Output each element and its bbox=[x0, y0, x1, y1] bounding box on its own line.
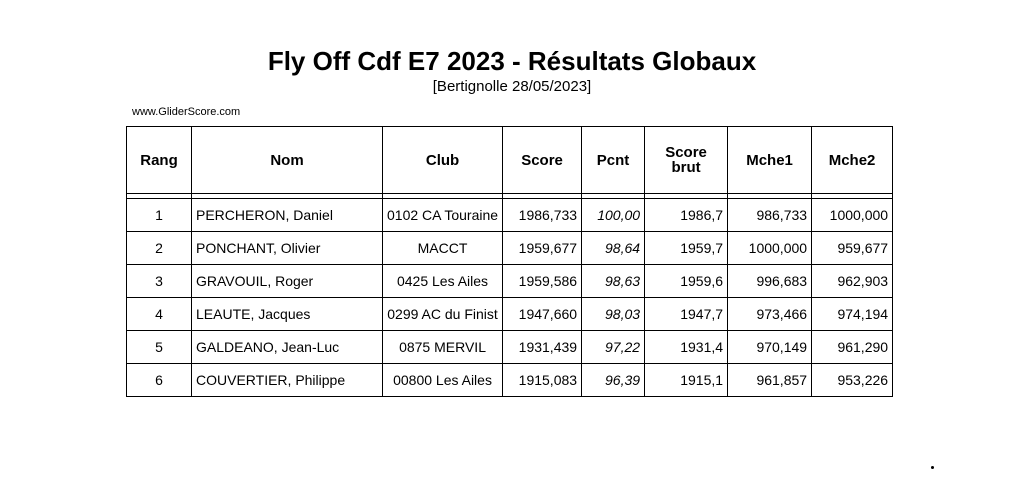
cell-brut: 1947,7 bbox=[645, 298, 728, 331]
cell-score: 1915,083 bbox=[503, 364, 582, 397]
table-row bbox=[127, 232, 893, 265]
cell-m2: 959,677 bbox=[812, 232, 893, 265]
cell-club: MACCT bbox=[383, 232, 503, 265]
cell-brut: 1959,7 bbox=[645, 232, 728, 265]
cell-rang: 1 bbox=[127, 199, 192, 232]
table-header-row bbox=[127, 127, 893, 194]
cell-m1: 996,683 bbox=[728, 265, 812, 298]
column-header-club: Club bbox=[383, 127, 503, 194]
event-subtitle: [Bertignolle 28/05/2023] bbox=[432, 78, 592, 95]
cell-m2: 974,194 bbox=[812, 298, 893, 331]
cell-pcnt: 98,03 bbox=[582, 298, 645, 331]
cell-pcnt: 98,63 bbox=[582, 265, 645, 298]
cell-nom: GRAVOUIL, Roger bbox=[192, 265, 383, 298]
column-header-mche2: Mche2 bbox=[812, 127, 893, 194]
cell-nom: LEAUTE, Jacques bbox=[192, 298, 383, 331]
cell-pcnt: 100,00 bbox=[582, 199, 645, 232]
cell-score: 1986,733 bbox=[503, 199, 582, 232]
cell-nom: PONCHANT, Olivier bbox=[192, 232, 383, 265]
table-row bbox=[127, 265, 893, 298]
cell-rang: 5 bbox=[127, 331, 192, 364]
scan-speck bbox=[931, 466, 934, 469]
cell-pcnt: 96,39 bbox=[582, 364, 645, 397]
column-header-score: Score bbox=[503, 127, 582, 194]
column-header-score-brut: Score brut bbox=[645, 127, 728, 194]
cell-club: 00800 Les Ailes bbox=[383, 364, 503, 397]
cell-m2: 953,226 bbox=[812, 364, 893, 397]
table-row bbox=[127, 331, 893, 364]
column-header-mche1: Mche1 bbox=[728, 127, 812, 194]
cell-m2: 962,903 bbox=[812, 265, 893, 298]
cell-brut: 1959,6 bbox=[645, 265, 728, 298]
cell-m1: 970,149 bbox=[728, 331, 812, 364]
cell-rang: 4 bbox=[127, 298, 192, 331]
cell-rang: 3 bbox=[127, 265, 192, 298]
cell-club: 0875 MERVIL bbox=[383, 331, 503, 364]
cell-score: 1947,660 bbox=[503, 298, 582, 331]
cell-nom: PERCHERON, Daniel bbox=[192, 199, 383, 232]
cell-brut: 1915,1 bbox=[645, 364, 728, 397]
cell-pcnt: 98,64 bbox=[582, 232, 645, 265]
table-row bbox=[127, 364, 893, 397]
cell-club: 0299 AC du Finist bbox=[383, 298, 503, 331]
cell-m2: 961,290 bbox=[812, 331, 893, 364]
cell-score: 1959,586 bbox=[503, 265, 582, 298]
column-header-rang: Rang bbox=[127, 127, 192, 194]
table-row bbox=[127, 298, 893, 331]
cell-club: 0102 CA Touraine bbox=[383, 199, 503, 232]
cell-m1: 1000,000 bbox=[728, 232, 812, 265]
cell-rang: 2 bbox=[127, 232, 192, 265]
cell-m2: 1000,000 bbox=[812, 199, 893, 232]
cell-score: 1959,677 bbox=[503, 232, 582, 265]
cell-brut: 1931,4 bbox=[645, 331, 728, 364]
cell-score: 1931,439 bbox=[503, 331, 582, 364]
cell-club: 0425 Les Ailes bbox=[383, 265, 503, 298]
column-header-nom: Nom bbox=[192, 127, 383, 194]
results-table bbox=[126, 126, 893, 397]
cell-nom: COUVERTIER, Philippe bbox=[192, 364, 383, 397]
page-title: Fly Off Cdf E7 2023 - Résultats Globaux bbox=[267, 46, 757, 76]
cell-m1: 973,466 bbox=[728, 298, 812, 331]
cell-m1: 961,857 bbox=[728, 364, 812, 397]
cell-pcnt: 97,22 bbox=[582, 331, 645, 364]
column-header-pcnt: Pcnt bbox=[582, 127, 645, 194]
site-url: www.GliderScore.com bbox=[132, 106, 241, 118]
cell-m1: 986,733 bbox=[728, 199, 812, 232]
cell-rang: 6 bbox=[127, 364, 192, 397]
cell-nom: GALDEANO, Jean-Luc bbox=[192, 331, 383, 364]
table-row bbox=[127, 199, 893, 232]
cell-brut: 1986,7 bbox=[645, 199, 728, 232]
